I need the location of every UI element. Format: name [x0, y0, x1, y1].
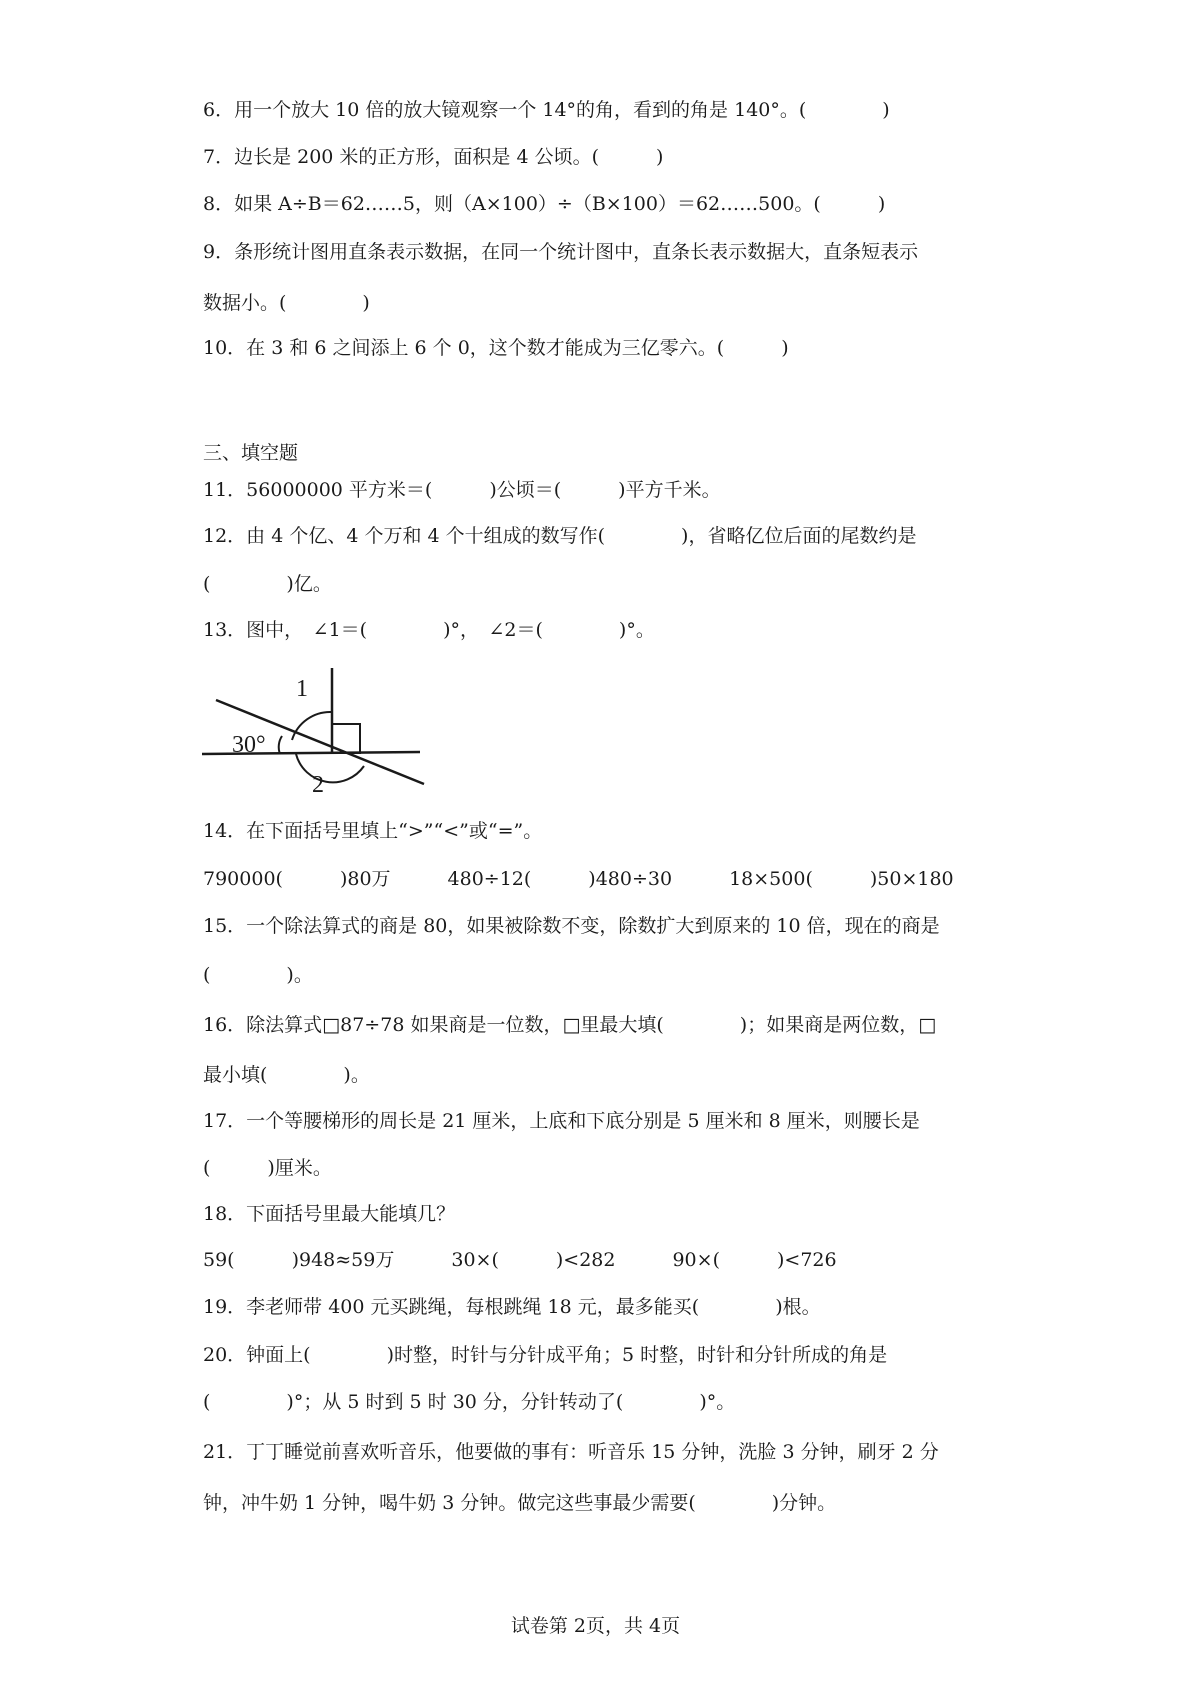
question-16-line-2: 最小填( )。	[203, 1064, 370, 1086]
question-14-items: 790000( )80万 480÷12( )480÷30 18×500( )50×180	[203, 868, 954, 890]
question-8: 8．如果 A÷B＝62……5，则（A×100）÷（B×100）＝62……500。( )	[203, 193, 886, 215]
question-15-line-2: ( )。	[203, 964, 313, 986]
question-9-line-2: 数据小。( )	[203, 292, 370, 314]
page-footer: 试卷第 2页，共 4页	[510, 1615, 681, 1637]
question-13: 13．图中， ∠1＝( )°， ∠2＝( )°。	[203, 619, 655, 641]
question-16-line-1: 16．除法算式□87÷78 如果商是一位数，□里最大填( )；如果商是两位数，□	[203, 1014, 937, 1036]
question-17-line-2: ( )厘米。	[203, 1157, 332, 1179]
question-21-line-1: 21．丁丁睡觉前喜欢听音乐，他要做的事有：听音乐 15 分钟，洗脸 3 分钟，刷牙 2 分	[203, 1441, 939, 1463]
question-18-items: 59( )948≈59万 30×( )<282 90×( )<726	[203, 1249, 837, 1271]
question-20-line-1: 20．钟面上( )时整，时针与分针成平角；5 时整，时针和分针所成的角是	[203, 1344, 888, 1366]
angle-30-label: 30°	[232, 732, 266, 758]
question-6: 6．用一个放大 10 倍的放大镜观察一个 14°的角，看到的角是 140°。( )	[203, 99, 890, 121]
question-21-line-2: 钟，冲牛奶 1 分钟，喝牛奶 3 分钟。做完这些事最少需要( )分钟。	[203, 1492, 837, 1514]
question-14: 14．在下面括号里填上“>”“<”或“=”。	[203, 820, 543, 842]
question-15-line-1: 15．一个除法算式的商是 80，如果被除数不变，除数扩大到原来的 10 倍，现在的商是	[203, 915, 940, 937]
question-12-line-2: ( )亿。	[203, 573, 332, 595]
section-title-fill-in: 三、填空题	[203, 442, 299, 464]
question-20-line-2: ( )°；从 5 时到 5 时 30 分，分针转动了( )°。	[203, 1391, 736, 1413]
angle-2-arc	[296, 754, 364, 782]
angle-figure	[196, 662, 436, 797]
question-17-line-1: 17．一个等腰梯形的周长是 21 厘米，上底和下底分别是 5 厘米和 8 厘米，则腰长是	[203, 1110, 920, 1132]
question-12-line-1: 12．由 4 个亿、4 个万和 4 个十组成的数写作( )，省略亿位后面的尾数约是	[203, 525, 917, 547]
angle-1-arc	[292, 712, 332, 740]
question-7: 7．边长是 200 米的正方形，面积是 4 公顷。( )	[203, 146, 664, 168]
question-9-line-1: 9．条形统计图用直条表示数据，在同一个统计图中，直条长表示数据大，直条短表示	[203, 241, 919, 263]
question-11: 11．56000000 平方米＝( )公顷＝( )平方千米。	[203, 479, 721, 501]
angle-2-label: 2	[312, 772, 324, 797]
question-18: 18．下面括号里最大能填几？	[203, 1203, 456, 1225]
angle-1-label: 1	[296, 676, 308, 702]
question-10: 10．在 3 和 6 之间添上 6 个 0，这个数才能成为三亿零六。( )	[203, 337, 789, 359]
question-19: 19．李老师带 400 元买跳绳，每根跳绳 18 元，最多能买( )根。	[203, 1296, 821, 1318]
angle-30-arc	[279, 736, 282, 754]
